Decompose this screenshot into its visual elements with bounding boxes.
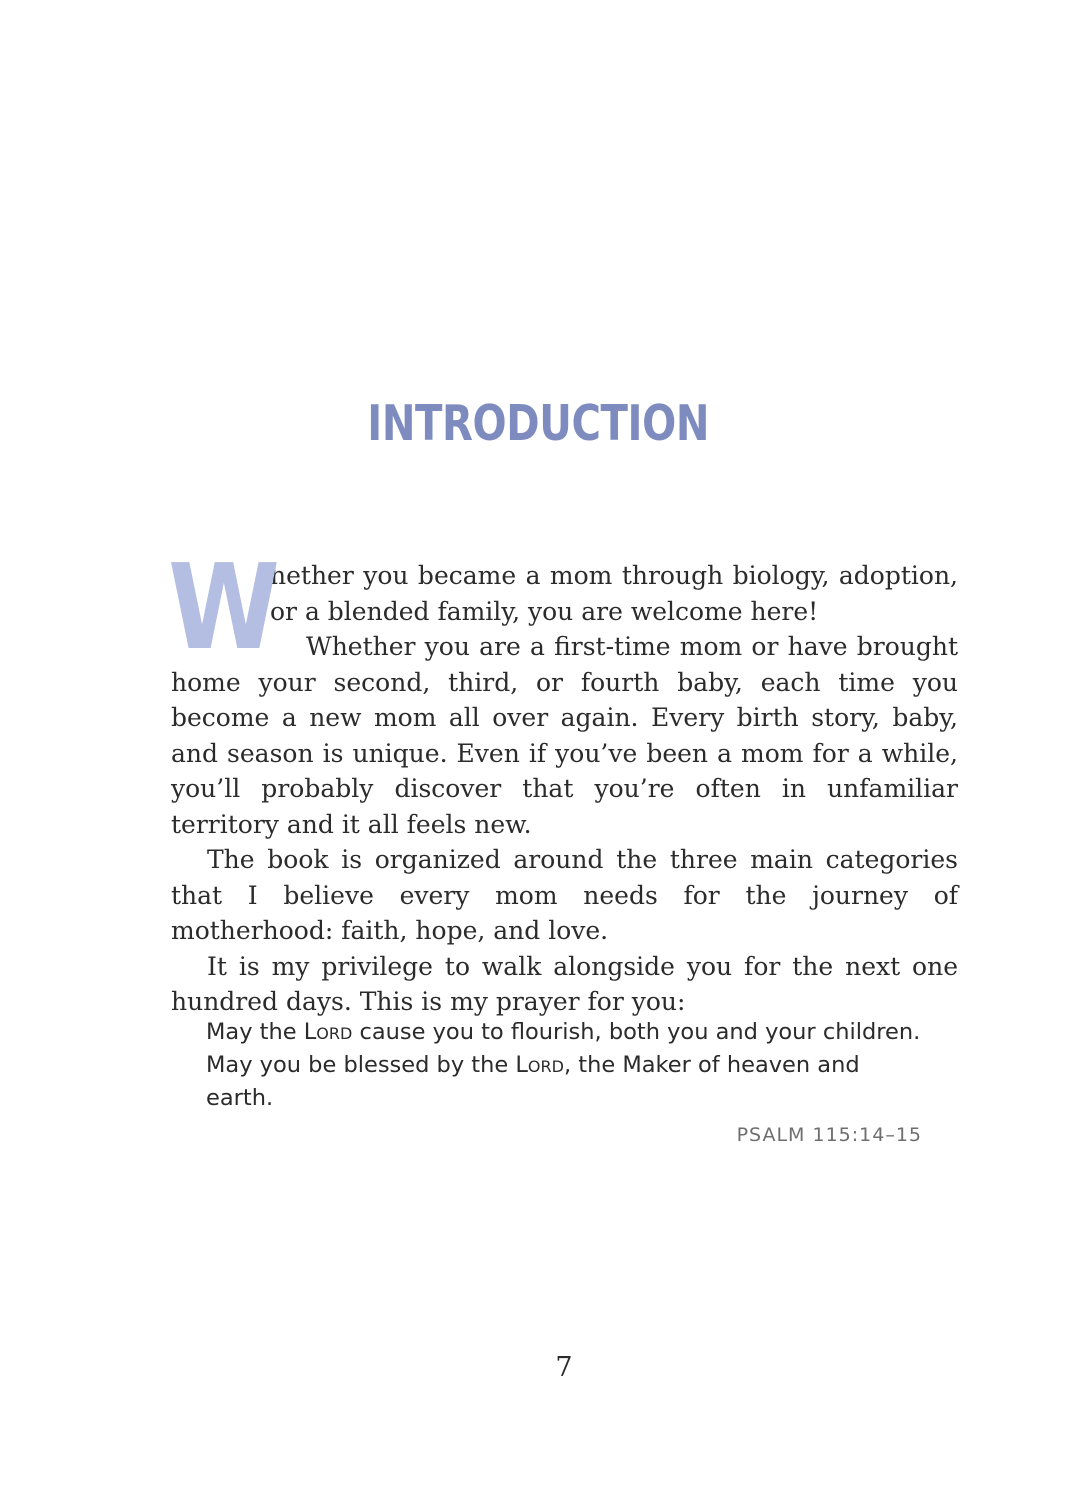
quote-text-1: May the — [206, 1019, 304, 1045]
scripture-reference: PSALM 115:14–15 — [736, 1124, 922, 1146]
paragraph-3: The book is organized around the three main categories that I believe every mom needs for the journey of motherhood: faith, hope, and love. — [171, 845, 958, 945]
quote-lord-2: Lord — [515, 1052, 564, 1078]
quote-text-3: , the Maker of heaven and earth. — [206, 1052, 860, 1111]
drop-cap: W — [168, 538, 280, 676]
quote-lord-1: Lord — [303, 1019, 353, 1045]
paragraph-2: Whether you are a first-time mom or have brought home your second, third, or fourth baby, each time you become a new mom all over again. Every birth story, baby, and season is unique. Even if you’ve been a mom for a while, you’ll probably discover that you’re often in unfamiliar territory and it all feels new. — [171, 632, 958, 839]
quote-text-2: cause you to flourish, both you and your children. May you be blessed by the — [206, 1019, 921, 1078]
body-text — [168, 538, 958, 1020]
paragraph-1 — [168, 538, 958, 676]
page-number: 7 — [555, 1352, 573, 1383]
chapter-heading: INTRODUCTION — [367, 395, 710, 452]
paragraph-4: It is my privilege to walk alongside you for the next one hundred days. This is my prayer for you: — [171, 951, 958, 1016]
scripture-quote — [206, 1016, 922, 1115]
paragraph-1-text: hether you became a mom through biology, adoption, or a blended family, you are welcome here! — [270, 561, 958, 626]
